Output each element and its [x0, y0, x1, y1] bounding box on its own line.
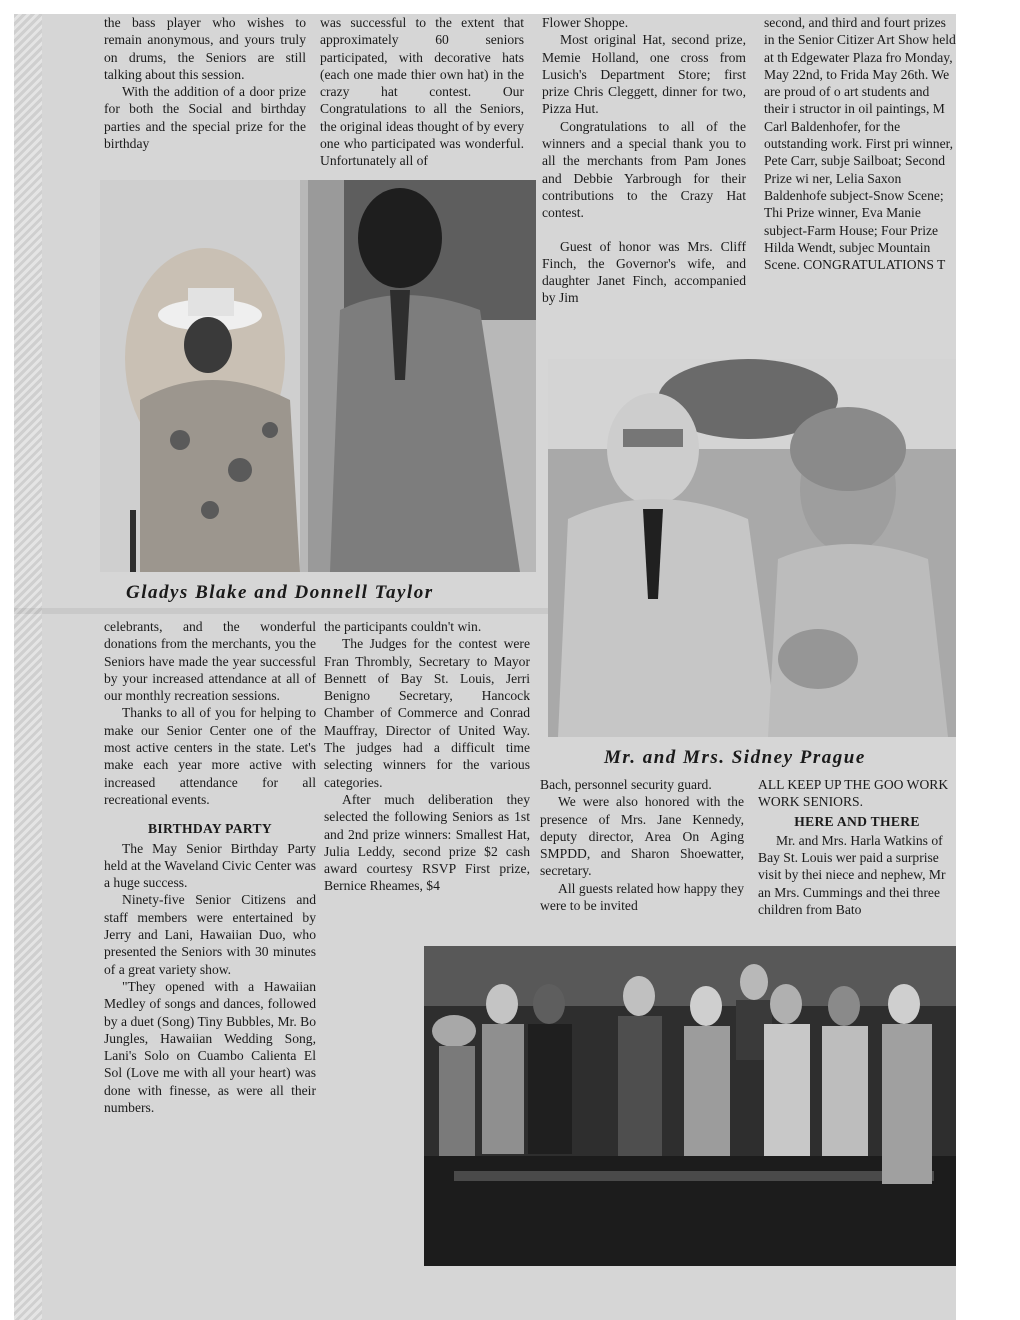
photo-senior-group — [424, 946, 956, 1266]
paragraph: "They opened with a Hawaiian Medley of songs and dances, followed by a duet (Song) Tiny Bubbles, Mr. Bo Jungles, Hawaiian Wedding Song, Lani's Solo on Cuambo Calienta El Sol (Love me with all your heart) was done with finesse, as were all their numbers. — [104, 978, 316, 1116]
photo-sidney-prague — [548, 359, 956, 737]
photo-gladys-blake-donnell-taylor — [100, 180, 536, 572]
paragraph: Mr. and Mrs. Harla Watkins of Bay St. Louis wer paid a surprise visit by thei niece and nephew, Mr an Mrs. Cummings and thei three children from Bato — [758, 832, 946, 918]
paragraph: Most original Hat, second prize, Memie Holland, one cross from Lusich's Department Store; first prize Chris Cleggett, dinner for two, Pizza Hut. — [542, 32, 746, 117]
article-column-1-top — [104, 14, 306, 178]
newspaper-clipping — [14, 14, 956, 1320]
article-column-3-bottom — [540, 776, 744, 946]
article-column-1-bottom — [104, 618, 316, 1268]
photo-image — [548, 359, 956, 737]
paragraph: With the addition of a door prize for both the Social and birthday parties and the special prize for the birthday — [104, 84, 306, 152]
paragraph: Guest of honor was Mrs. Cliff Finch, the Governor's wife, and daughter Janet Finch, accompanied by Jim — [542, 238, 746, 306]
article-column-3-top — [542, 14, 746, 346]
article-column-4-top — [764, 14, 956, 346]
photo-caption: Gladys Blake and Donnell Taylor — [126, 582, 434, 603]
paragraph: Congratulations to all of the winners and a special thank you to all the merchants from Pam Jones and Debbie Yarbrough for their contributions to the Crazy Hat contest. — [542, 118, 746, 221]
paragraph: the participants couldn't win. — [324, 619, 482, 634]
paragraph: Ninety-five Senior Citizens and staff members were entertained by Jerry and Lani, Hawaiian Duo, who presented the Seniors with 30 minutes of a great variety show. — [104, 892, 316, 977]
paragraph: The May Senior Birthday Party held at the Waveland Civic Center was a huge success. — [104, 840, 316, 891]
paragraph: Flower Shoppe. — [542, 15, 629, 30]
section-heading: BIRTHDAY PARTY — [148, 821, 272, 837]
article-column-4-bottom — [758, 776, 956, 946]
paragraph: was successful to the extent that approximately 60 seniors participated, with decorative hats (each one made thier own hat) in the crazy hat contest. Our Congratulations to all the Seniors, the original ideas thought of by every one who participated was wonderful. Unfortunately all of — [320, 15, 524, 169]
paragraph: second, and third and fourt prizes in the Senior Citizer Art Show held at th Edgewater Plaza fro Monday, May 22nd, to Frida May 26th. We are proud of o art students and their i structor in oil paintings, M Carl Baldenhofer, for the outstanding work. First pri winner, Pete Carr, subje Sailboat; Second Prize wi ner, Lelia Saxon Baldenhofe subject-Snow Scene; Thi Prize winner, Eva Manie subject-Farm House; Four Prize Hilda Wendt, subjec Mountain Scene. CONGRATULATIONS T — [764, 15, 956, 273]
paragraph: celebrants, and the wonderful donations from the merchants, you the Seniors have made the year successful by your increased attendance at all of our monthly recreation sessions. — [104, 619, 316, 704]
photo-image — [100, 180, 536, 572]
paragraph: the bass player who wishes to remain anonymous, and yours truly on drums, the Seniors are still talking about this session. — [104, 15, 306, 82]
paragraph: The Judges for the contest were Fran Thrombly, Secretary to Mayor Bennett of Bay St. Louis, Jerri Benigno Secretary, Hancock Chamber of Commerce and Conrad Mauffray, Director of United Way. The judges had a difficult time selecting winners for the various categories. — [324, 636, 530, 790]
photo-caption: Mr. and Mrs. Sidney Prague — [604, 747, 866, 768]
paragraph: Bach, personnel security guard. — [540, 777, 712, 792]
paragraph: After much deliberation they selected the following Seniors as 1st and 2nd prize winners: Smallest Hat, Julia Leddy, second prize $2 cash award courtesy RSVP First prize, Bernice Rheames, $4 — [324, 791, 530, 894]
paragraph: All guests related how happy they were to be invited — [540, 880, 744, 914]
article-column-2-bottom — [324, 618, 530, 946]
paragraph: ALL KEEP UP THE GOO WORK WORK SENIORS. — [758, 777, 949, 810]
photo-image — [424, 946, 956, 1266]
paper-fold-edge — [14, 14, 42, 1320]
section-heading: HERE AND THERE — [794, 813, 920, 829]
paragraph: Thanks to all of you for helping to make our Senior Center one of the most active centers in the state. Let's make each year more active with increased attendance for all recreational events. — [104, 705, 316, 807]
paragraph: We were also honored with the presence of Mrs. Jane Kennedy, deputy director, Area On Aging SMPDD, and Sharon Shoewatter, secretary. — [540, 794, 744, 879]
article-column-2-top — [320, 14, 524, 178]
